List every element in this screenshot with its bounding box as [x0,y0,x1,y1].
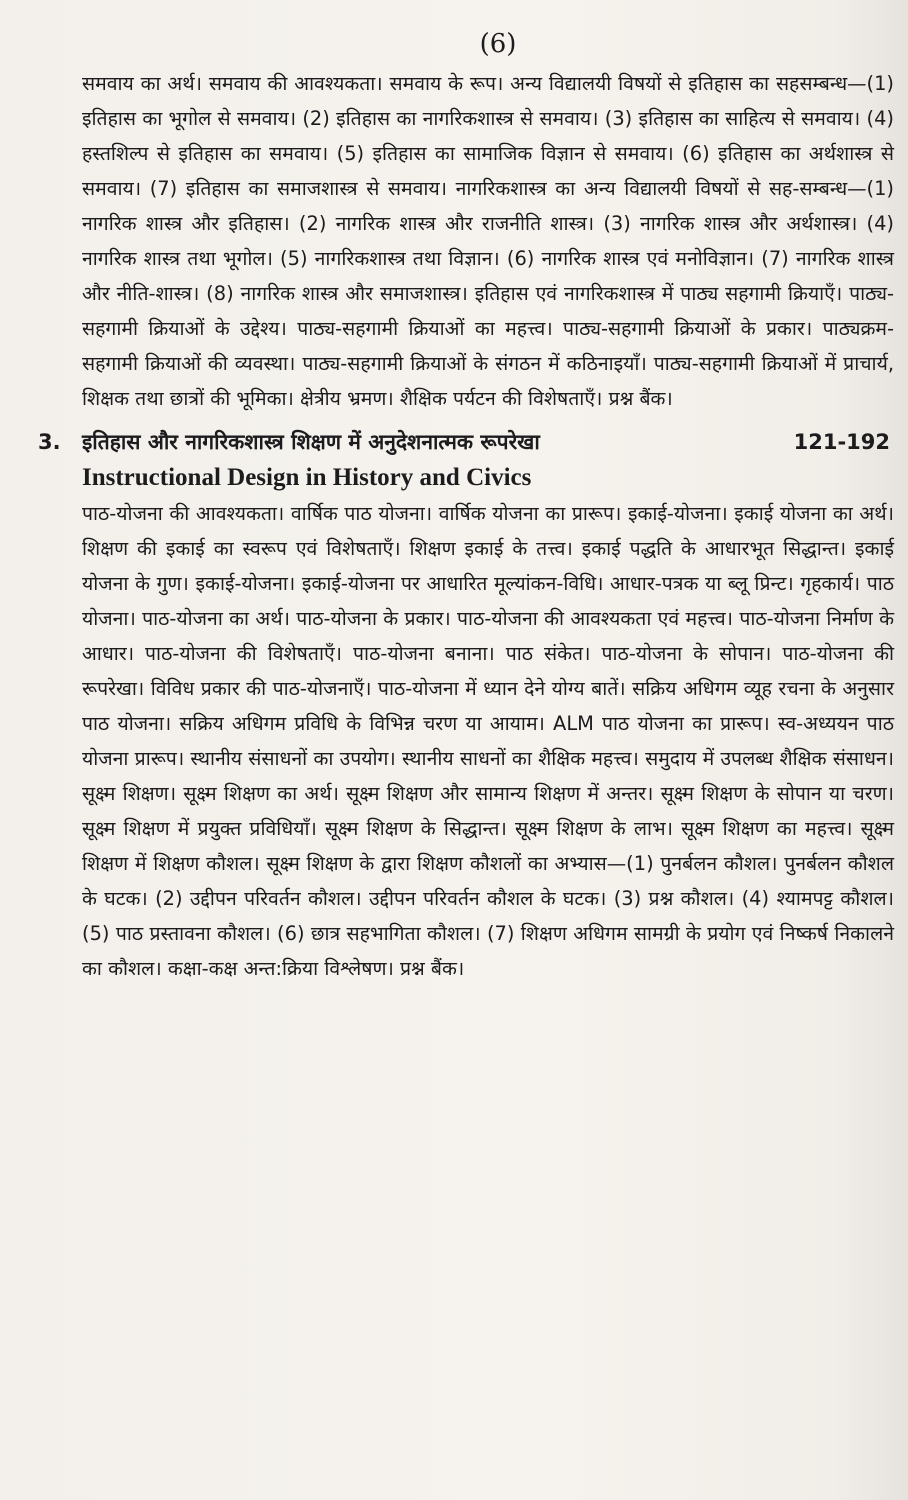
section-page-range: 121-192 [793,430,890,454]
section-number: 3. [38,430,61,454]
section-title-hindi: इतिहास और नागरिकशास्त्र शिक्षण में अनुदेशनात्मक रूपरेखा [82,430,540,454]
contents-paragraph-2: पाठ-योजना की आवश्यकता। वार्षिक पाठ योजना। वार्षिक योजना का प्रारूप। इकाई-योजना। इकाई योजना का अर्थ। शिक्षण की इकाई का स्वरूप एवं विशेषताएँ। शिक्षण इकाई के तत्त्व। इकाई पद्धति के आधारभूत सिद्धान्त। इकाई योजना के गुण। इकाई-योजना। इकाई-योजना पर आधारित मूल्यांकन-विधि। आधार-पत्रक या ब्लू प्रिन्ट। गृहकार्य। पाठ योजना। पाठ-योजना का अर्थ। पाठ-योजना के प्रकार। पाठ-योजना की आवश्यकता एवं महत्त्व। पाठ-योजना निर्माण के आधार। पाठ-योजना की विशेषताएँ। पाठ-योजना बनाना। पाठ संकेत। पाठ-योजना के सोपान। पाठ-योजना की रूपरेखा। विविध प्रकार की पाठ-योजनाएँ। पाठ-योजना में ध्यान देने योग्य बातें। सक्रिय अधिगम व्यूह रचना के अनुसार पाठ योजना। सक्रिय अधिगम प्रविधि के विभिन्न चरण या आयाम। ALM पाठ योजना का प्रारूप। स्व-अध्ययन पाठ योजना प्रारूप। स्थानीय संसाधनों का उपयोग। स्थानीय साधनों का शैक्षिक महत्त्व। समुदाय में उपलब्ध शैक्षिक संसाधन। सूक्ष्म शिक्षण। सूक्ष्म शिक्षण का अर्थ। सूक्ष्म शिक्षण और सामान्य शिक्षण में अन्तर। सूक्ष्म शिक्षण के सोपान या चरण। सूक्ष्म शिक्षण में प्रयुक्त प्रविधियाँ। सूक्ष्म शिक्षण के सिद्धान्त। सूक्ष्म शिक्षण के लाभ। सूक्ष्म शिक्षण का महत्त्व। सूक्ष्म शिक्षण में शिक्षण कौशल। सूक्ष्म शिक्षण के द्वारा शिक्षण कौशलों का अभ्यास—(1) पुनर्बलन कौशल। पुनर्बलन कौशल के घटक। (2) उद्दीपन परिवर्तन कौशल। उद्दीपन परिवर्तन कौशल के घटक। (3) प्रश्न कौशल। (4) श्यामपट्ट कौशल। (5) पाठ प्रस्तावना कौशल। (6) छात्र सहभागिता कौशल। (7) शिक्षण अधिगम सामग्री के प्रयोग एवं निष्कर्ष निकालने का कौशल। कक्षा-कक्ष अन्त:क्रिया विश्लेषण। प्रश्न बैंक। [82,502,894,980]
section-heading [38,424,894,460]
contents-paragraph-1: समवाय का अर्थ। समवाय की आवश्यकता। समवाय के रूप। अन्य विद्यालयी विषयों से इतिहास का सहसम्बन्ध—(1) इतिहास का भूगोल से समवाय। (2) इतिहास का नागरिकशास्त्र से समवाय। (3) इतिहास का साहित्य से समवाय। (4) हस्तशिल्प से इतिहास का समवाय। (5) इतिहास का सामाजिक विज्ञान से समवाय। (6) इतिहास का अर्थशास्त्र से समवाय। (7) इतिहास का समाजशास्त्र से समवाय। नागरिकशास्त्र का अन्य विद्यालयी विषयों से सह-सम्बन्ध—(1) नागरिक शास्त्र और इतिहास। (2) नागरिक शास्त्र और राजनीति शास्त्र। (3) नागरिक शास्त्र और अर्थशास्त्र। (4) नागरिक शास्त्र तथा भूगोल। (5) नागरिकशास्त्र तथा विज्ञान। (6) नागरिक शास्त्र एवं मनोविज्ञान। (7) नागरिक शास्त्र और नीति-शास्त्र। (8) नागरिक शास्त्र और समाजशास्त्र। इतिहास एवं नागरिकशास्त्र में पाठ्य सहगामी क्रियाएँ। पाठ्य-सहगामी क्रियाओं के उद्देश्य। पाठ्य-सहगामी क्रियाओं का महत्त्व। पाठ्य-सहगामी क्रियाओं के प्रकार। पाठ्यक्रम-सहगामी क्रियाओं की व्यवस्था। पाठ्य-सहगामी क्रियाओं के संगठन में कठिनाइयाँ। पाठ्य-सहगामी क्रियाओं में प्राचार्य, शिक्षक तथा छात्रों की भूमिका। क्षेत्रीय भ्रमण। शैक्षिक पर्यटन की विशेषताएँ। प्रश्न बैंक। [82,72,894,410]
page-number: (6) [479,29,517,59]
section-title-english: Instructional Design in History and Civics [82,464,532,491]
